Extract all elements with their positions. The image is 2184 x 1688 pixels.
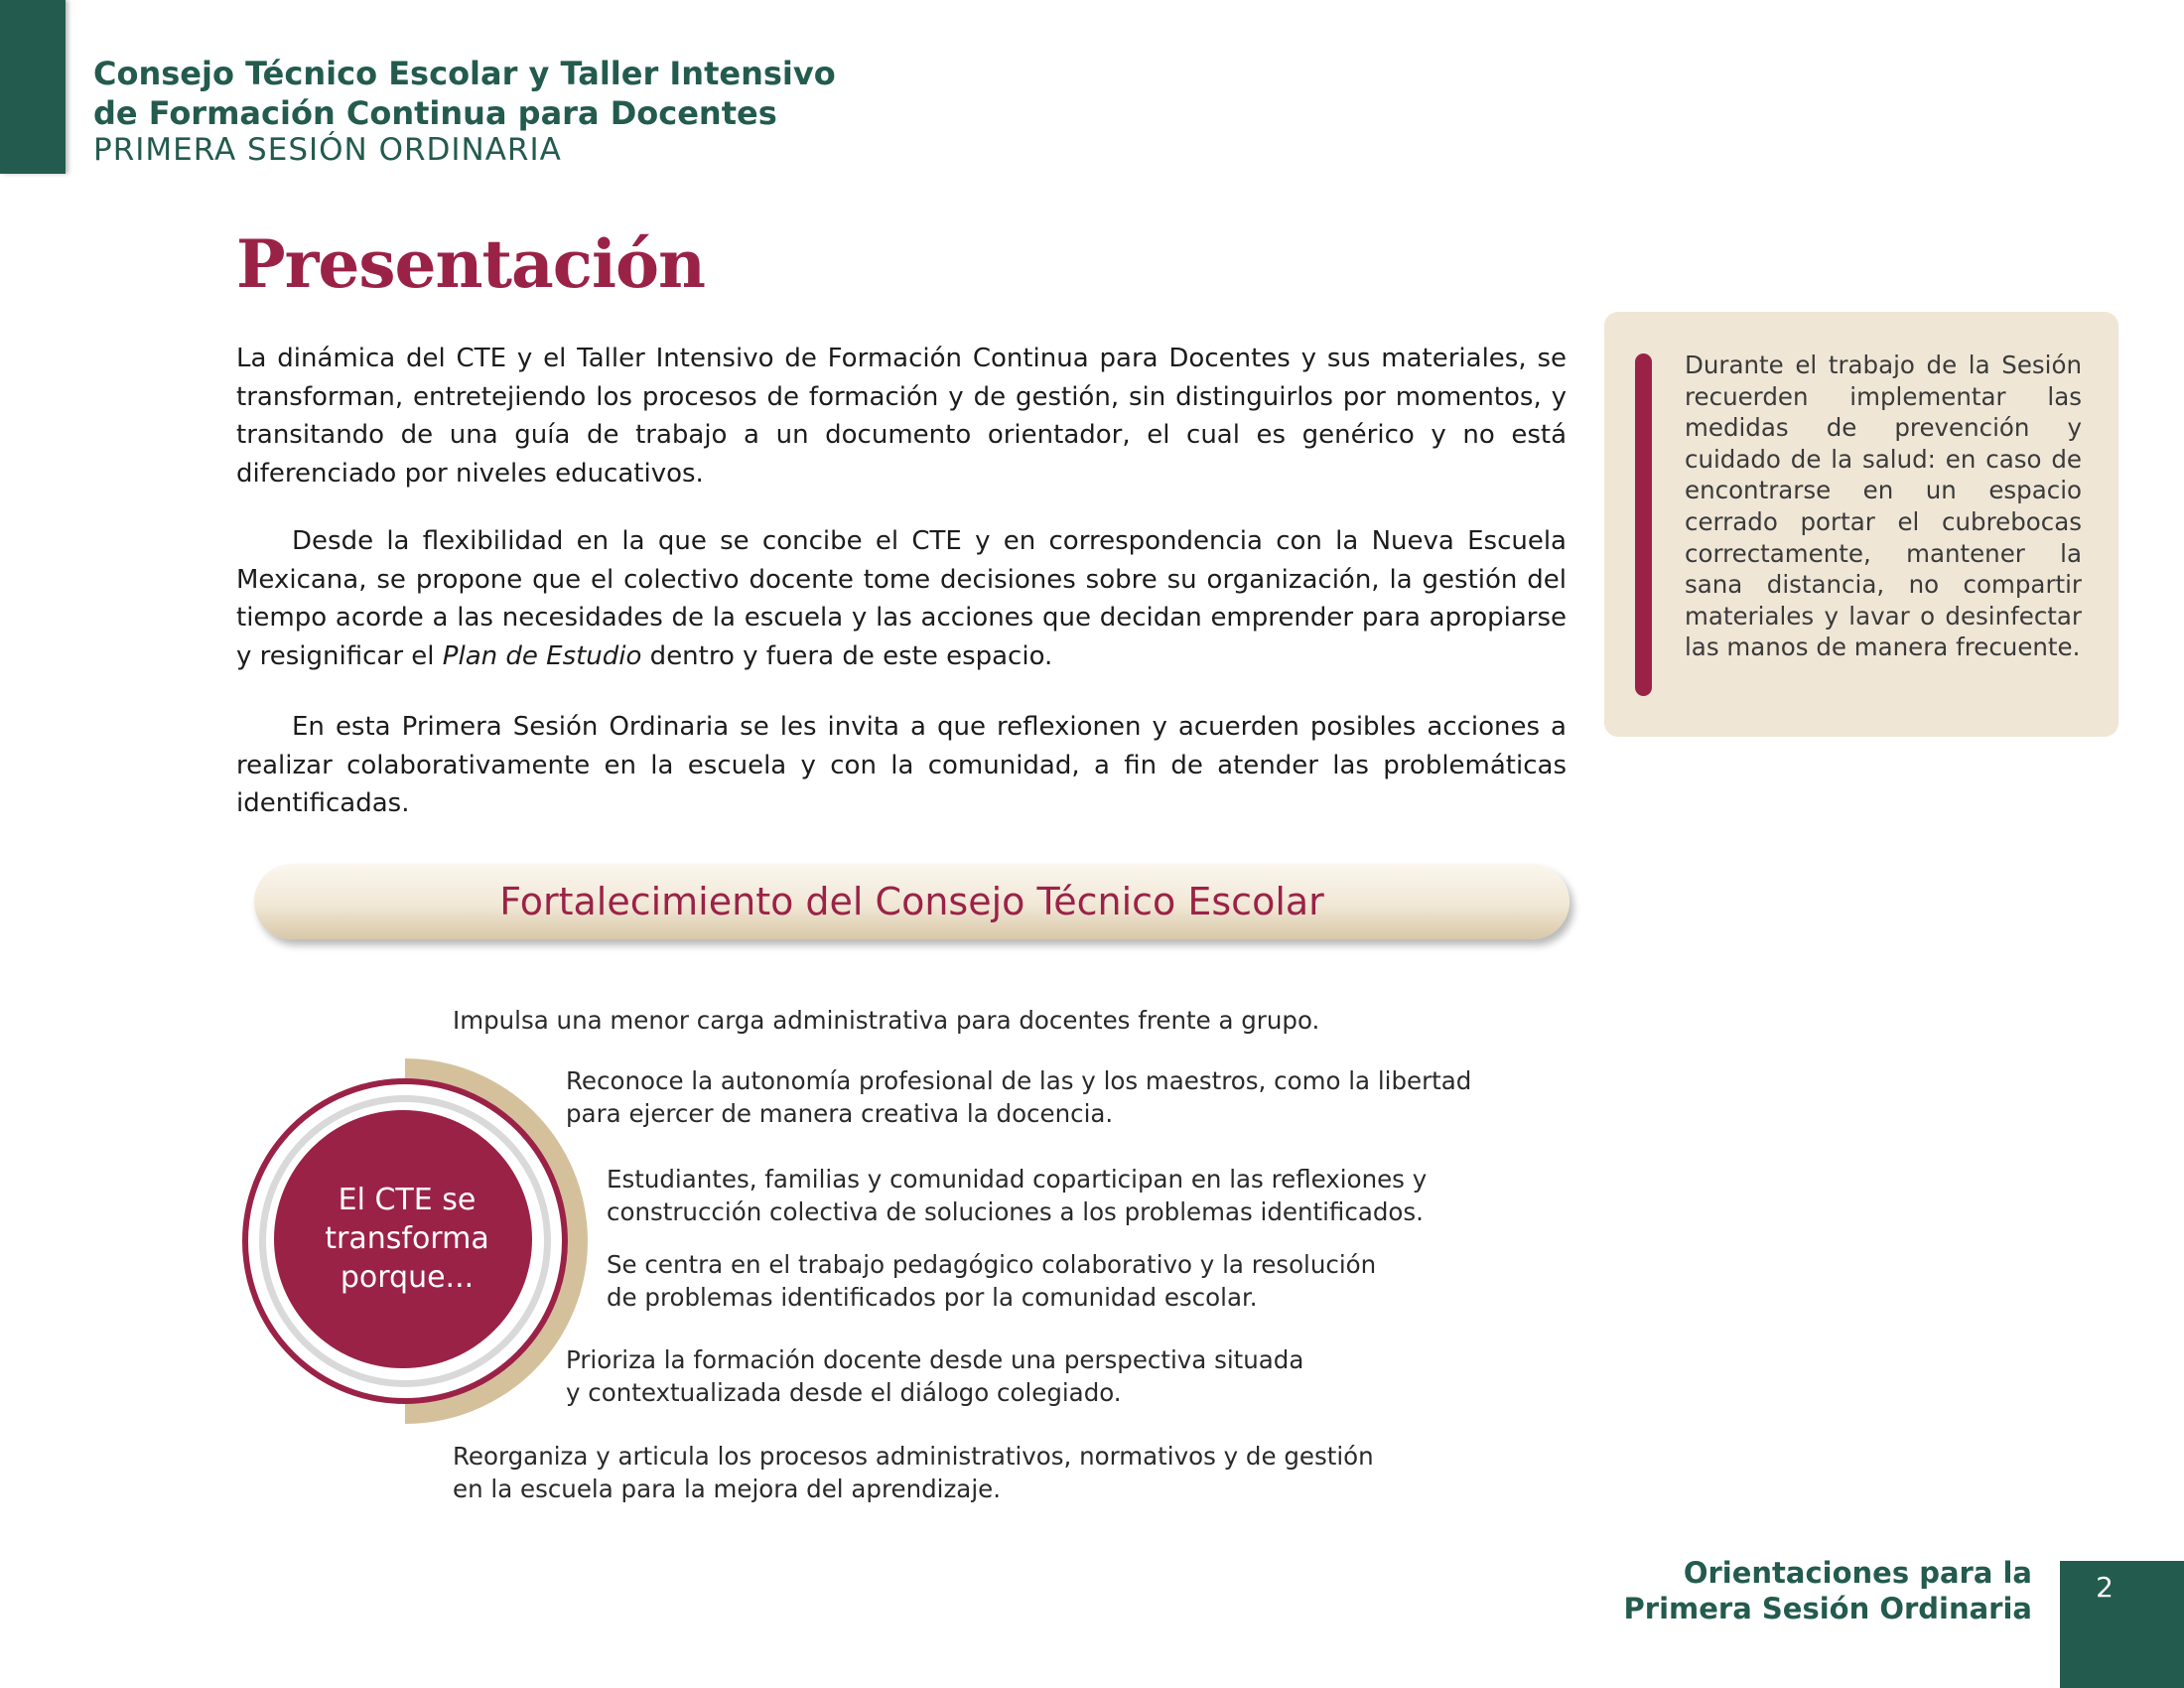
circle-label-line: transforma — [325, 1221, 489, 1256]
circle-label-line: porque... — [340, 1260, 475, 1295]
section-banner-title: Fortalecimiento del Consejo Técnico Escolar — [499, 880, 1324, 923]
italic-plan-de-estudio: Plan de Estudio — [442, 640, 642, 671]
reason-line: Se centra en el trabajo pedagógico colaborativo y la resolución — [607, 1250, 1377, 1279]
page-title: Presentación — [236, 225, 706, 303]
reason-item — [566, 1065, 1559, 1130]
header-title-line: de Formación Continua para Docentes — [93, 94, 777, 132]
paragraph-flexibility — [236, 522, 1567, 675]
reason-item — [607, 1164, 1599, 1228]
reason-item — [453, 1005, 1319, 1038]
paragraph-text: dentro y fuera de este espacio. — [641, 640, 1053, 671]
health-note-accent-bar — [1635, 353, 1652, 696]
reason-line: Estudiantes, familias y comunidad coparticipan en las reflexiones y — [607, 1165, 1428, 1194]
footer-line: Orientaciones para la — [1683, 1556, 2032, 1590]
reason-line: y contextualizada desde el diálogo colegiado. — [566, 1377, 1122, 1407]
health-note-text: Durante el trabajo de la Sesión recuerden implementar las medidas de prevención y cuidado de la salud: en caso de encontrarse en un espacio cerrado portar el cubrebocas correctamente, mantener la sana distancia, no compartir materiales y lavar o desinfectar las manos de manera frecuente. — [1685, 351, 2082, 662]
reason-line: construcción colectiva de soluciones a los problemas identificados. — [607, 1196, 1424, 1226]
reason-line: Reconoce la autonomía profesional de las y los maestros, como la libertad — [566, 1066, 1472, 1095]
footer-document-title — [1549, 1555, 2032, 1626]
header-subtitle: PRIMERA SESIÓN ORDINARIA — [93, 132, 562, 168]
header-title-line: Consejo Técnico Escolar y Taller Intensivo — [93, 55, 836, 92]
paragraph-text: Desde la flexibilidad en la que se concibe el CTE y en correspondencia con la Nueva Escuela Mexicana, se propone que el colectivo docente tome decisiones sobre su organización, la gestión del tiempo acorde a las necesidades de la escuela y las acciones que decidan emprender para apropiarse y resignificar el — [236, 526, 1567, 671]
reason-line: Reorganiza y articula los procesos administrativos, normativos y de gestión — [453, 1442, 1374, 1471]
page-number: 2 — [2096, 1571, 2114, 1604]
reason-line: para ejercer de manera creativa la docencia. — [566, 1098, 1114, 1128]
header-accent-bar — [0, 0, 66, 174]
reason-line: de problemas identificados por la comunidad escolar. — [607, 1282, 1258, 1312]
footer-line: Primera Sesión Ordinaria — [1623, 1592, 2032, 1625]
paragraph-session — [236, 708, 1567, 823]
reason-item — [607, 1249, 1599, 1314]
document-header-title — [93, 54, 987, 133]
reason-line: Prioriza la formación docente desde una perspectiva situada — [566, 1345, 1304, 1374]
circle-label — [283, 1181, 531, 1297]
reason-item — [566, 1344, 1559, 1409]
paragraph-intro: La dinámica del CTE y el Taller Intensivo de Formación Continua para Docentes y sus materiales, se transforman, entretejiendo los procesos de formación y de gestión, sin distinguirlos por momentos, y transitando de una guía de trabajo a un documento orientador, el cual es genérico y no está diferenciado por niveles educativos. — [236, 344, 1567, 489]
reason-line: Impulsa una menor carga administrativa para docentes frente a grupo. — [453, 1006, 1320, 1035]
reason-item — [453, 1441, 1445, 1505]
reason-line: en la escuela para la mejora del aprendizaje. — [453, 1474, 1001, 1503]
circle-label-line: El CTE se — [338, 1183, 477, 1217]
paragraph-text: En esta Primera Sesión Ordinaria se les invita a que reflexionen y acuerden posibles acciones a realizar colaborativamente en la escuela y con la comunidad, a fin de atender las problemáticas identificadas. — [236, 712, 1567, 818]
